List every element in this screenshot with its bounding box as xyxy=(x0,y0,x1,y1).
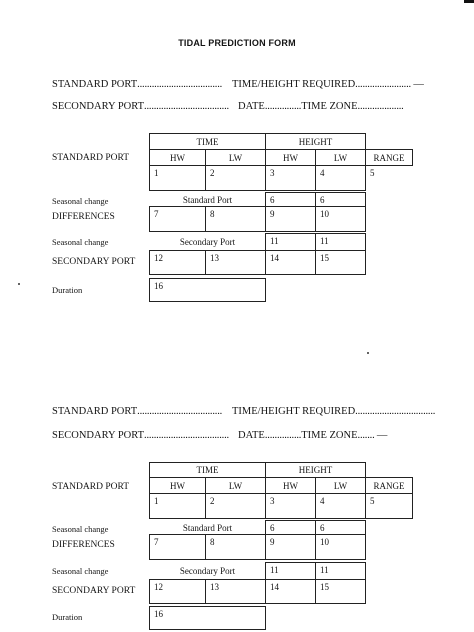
time-zone-dots[interactable]: ................... xyxy=(357,101,404,112)
cell-15[interactable]: 15 xyxy=(315,579,366,604)
secondary-port-line xyxy=(52,101,229,113)
header-time: TIME xyxy=(149,462,266,478)
header-lw-height: LW xyxy=(315,477,366,494)
cell-10[interactable]: 10 xyxy=(315,534,366,560)
cell-6a[interactable]: 6 xyxy=(265,192,316,207)
secondary-port-label: SECONDARY PORT xyxy=(52,101,145,112)
standard-port-line xyxy=(52,79,222,91)
cell-6b[interactable]: 6 xyxy=(315,520,366,535)
cell-14[interactable]: 14 xyxy=(265,250,316,275)
header-height: HEIGHT xyxy=(265,462,366,478)
header-height: HEIGHT xyxy=(265,133,366,150)
cell-13[interactable]: 13 xyxy=(205,579,266,604)
header-range: RANGE xyxy=(365,149,413,166)
time-zone-label: TIME ZONE xyxy=(301,430,358,441)
header-range: RANGE xyxy=(365,477,413,494)
date-dots[interactable]: ............... xyxy=(264,101,302,112)
cell-15[interactable]: 15 xyxy=(315,250,366,275)
cell-8[interactable]: 8 xyxy=(205,206,266,232)
standard-port-label: STANDARD PORT xyxy=(52,406,138,417)
standard-port-label: STANDARD PORT xyxy=(52,79,138,90)
row-label-seasonal-change-1: Seasonal change xyxy=(52,196,109,206)
header-hw-height: HW xyxy=(265,149,316,166)
cell-14[interactable]: 14 xyxy=(265,579,316,604)
standard-port-dots[interactable]: ................................... xyxy=(137,79,223,90)
row-label-standard-port: STANDARD PORT xyxy=(52,153,130,163)
secondary-port-dots[interactable]: ................................... xyxy=(144,101,229,112)
span-secondary-port: Secondary Port xyxy=(179,566,236,576)
header-lw-time: LW xyxy=(205,149,266,166)
header-lw-time: LW xyxy=(205,477,266,494)
row-label-duration: Duration xyxy=(52,612,83,622)
row-label-seasonal-change-2: Seasonal change xyxy=(52,566,109,576)
scan-edge-mark xyxy=(464,0,474,3)
header-hw-height: HW xyxy=(265,477,316,494)
cell-2[interactable]: 2 xyxy=(205,165,266,191)
cell-6a[interactable]: 6 xyxy=(265,520,316,535)
time-height-line xyxy=(232,406,435,418)
date-dots[interactable]: ............... xyxy=(264,430,302,441)
date-label: DATE xyxy=(238,101,265,112)
cell-7[interactable]: 7 xyxy=(149,534,206,560)
cell-4[interactable]: 4 xyxy=(315,493,366,519)
cell-5[interactable]: 5 xyxy=(365,493,413,519)
cell-2[interactable]: 2 xyxy=(205,493,266,519)
row-label-differences: DIFFERENCES xyxy=(52,540,115,550)
date-line xyxy=(238,101,404,113)
cell-8[interactable]: 8 xyxy=(205,534,266,560)
cell-6b[interactable]: 6 xyxy=(315,192,366,207)
secondary-port-dots[interactable]: ................................... xyxy=(144,430,229,441)
cell-12[interactable]: 12 xyxy=(149,579,206,604)
cell-9[interactable]: 9 xyxy=(265,206,316,232)
secondary-port-line xyxy=(52,430,229,442)
header-hw-time: HW xyxy=(149,477,206,494)
cell-3[interactable]: 3 xyxy=(265,165,316,191)
time-height-label: TIME/HEIGHT REQUIRED xyxy=(232,79,356,90)
row-label-differences: DIFFERENCES xyxy=(52,212,115,222)
span-standard-port: Standard Port xyxy=(182,194,233,205)
row-label-standard-port: STANDARD PORT xyxy=(52,482,130,492)
cell-7[interactable]: 7 xyxy=(149,206,206,232)
standard-port-line xyxy=(52,406,222,418)
form-title: TIDAL PREDICTION FORM xyxy=(178,38,296,48)
cell-10[interactable]: 10 xyxy=(315,206,366,232)
standard-port-dots[interactable]: ................................... xyxy=(137,406,223,417)
secondary-port-label: SECONDARY PORT xyxy=(52,430,145,441)
scan-speck xyxy=(367,352,369,354)
cell-11a[interactable]: 11 xyxy=(265,562,316,580)
scan-speck xyxy=(18,283,20,285)
header-lw-height: LW xyxy=(315,149,366,166)
cell-12[interactable]: 12 xyxy=(149,250,206,275)
time-zone-dots[interactable]: ....... — xyxy=(357,430,388,441)
cell-1[interactable]: 1 xyxy=(149,493,206,519)
header-hw-time: HW xyxy=(149,149,206,166)
cell-1[interactable]: 1 xyxy=(149,165,206,191)
time-height-label: TIME/HEIGHT REQUIRED xyxy=(232,406,356,417)
cell-5[interactable]: 5 xyxy=(365,165,413,191)
cell-3[interactable]: 3 xyxy=(265,493,316,519)
row-label-seasonal-change-2: Seasonal change xyxy=(52,237,109,247)
time-zone-label: TIME ZONE xyxy=(301,101,358,112)
cell-11a[interactable]: 11 xyxy=(265,233,316,251)
cell-11b[interactable]: 11 xyxy=(315,562,366,580)
cell-16[interactable]: 16 xyxy=(149,606,266,630)
span-secondary-port: Secondary Port xyxy=(179,237,236,247)
time-height-line xyxy=(232,79,424,91)
time-height-dots[interactable]: ....................... — xyxy=(355,79,424,90)
date-line xyxy=(238,430,387,442)
cell-9[interactable]: 9 xyxy=(265,534,316,560)
cell-16[interactable]: 16 xyxy=(149,278,266,302)
time-height-dots[interactable]: ................................. xyxy=(355,406,436,417)
cell-11b[interactable]: 11 xyxy=(315,233,366,251)
span-standard-port: Standard Port xyxy=(182,522,233,533)
row-label-secondary-port: SECONDARY PORT xyxy=(52,586,136,596)
cell-4[interactable]: 4 xyxy=(315,165,366,191)
row-label-secondary-port: SECONDARY PORT xyxy=(52,257,136,267)
header-time: TIME xyxy=(149,133,266,150)
date-label: DATE xyxy=(238,430,265,441)
row-label-seasonal-change-1: Seasonal change xyxy=(52,524,109,534)
row-label-duration: Duration xyxy=(52,285,83,295)
cell-13[interactable]: 13 xyxy=(205,250,266,275)
